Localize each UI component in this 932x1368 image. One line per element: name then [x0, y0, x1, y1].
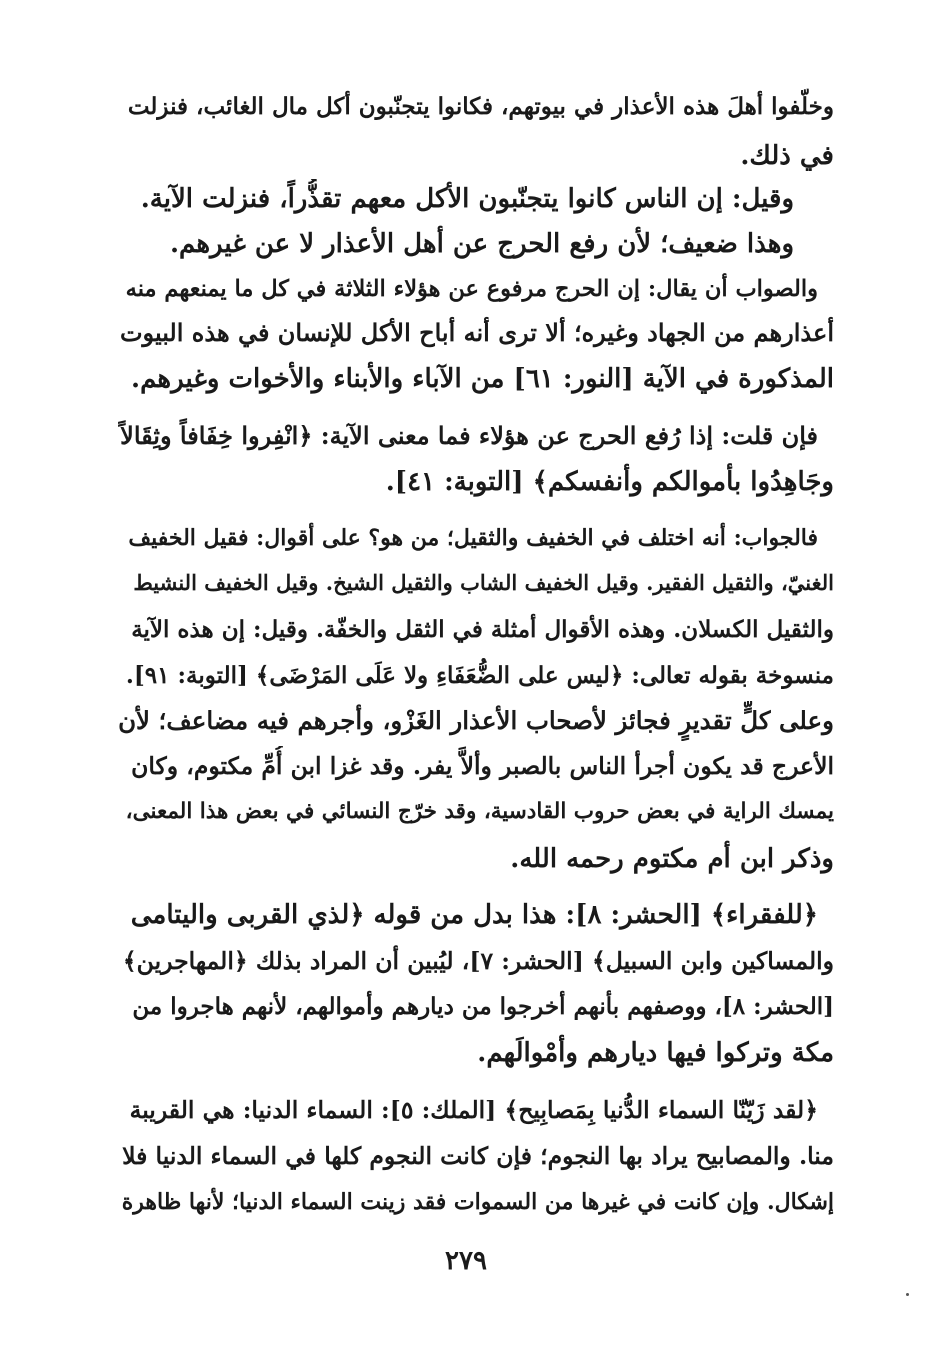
text-line: والثقيل الكسلان. وهذه الأقوال أمثلة في الثقل والخفّة. وقيل: إن هذه الآية — [131, 616, 834, 643]
text-line: والمساكين وابن السبيل﴾ [الحشر: ٧]، ليُبين أن المراد بذلك ﴿المهاجرين﴾ — [122, 947, 834, 975]
text-line: ﴿لقد زَيّنّا السماء الدُّنيا بِمَصابِيح﴾ [الملك: ٥]: السماء الدنيا: هي القريبة — [129, 1096, 818, 1124]
text-line: وذكر ابن أم مكتوم رحمه الله. — [510, 844, 834, 874]
text-line: وقيل: إن الناس كانوا يتجنّبون الأكل معهم تقذُّراً، فنزلت الآية. — [140, 184, 794, 214]
text-line: فالجواب: أنه اختلف في الخفيف والثقيل؛ من هو؟ على أقوال: فقيل الخفيف — [128, 525, 818, 551]
text-line: المذكورة في الآية [النور: ٦١] من الآباء والأبناء والأخوات وغيرهم. — [131, 364, 834, 394]
text-line: ﴿للفقراء﴾ [الحشر: ٨]: هذا بدل من قوله ﴿لذي القربى واليتامى — [130, 900, 818, 930]
text-line: في ذلك. — [740, 141, 834, 171]
text-line: منسوخة بقوله تعالى: ﴿ليس على الضُّعَفَاءِ ولا عَلَى المَرْضَى﴾ [التوبة: ٩١]. — [125, 662, 834, 689]
text-line: فإن قلت: إذا رُفع الحرج عن هؤلاء فما معنى الآية: ﴿انْفِروا خِفَافاً وثِقَالاً — [120, 421, 818, 450]
text-line: وجَاهِدُوا بأموالكم وأنفسكم﴾ [التوبة: ٤١]. — [385, 467, 834, 497]
page-number: ٢٧٩ — [445, 1246, 487, 1276]
text-line: أعذارهم من الجهاد وغيره؛ ألا ترى أنه أباح الأكل للإنسان في هذه البيوت — [119, 318, 834, 347]
text-line: الغنيّ، والثقيل الفقير. وقيل الخفيف الشاب والثقيل الشيخ. وقيل الخفيف النشيط — [133, 570, 834, 595]
text-line: وعلى كلٍّ تقديرٍ فجائز لأصحاب الأعذار الغَزْو، وأجرهم فيه مضاعف؛ لأن — [118, 706, 834, 735]
text-line: وخلّفوا أهلَ هذه الأعذار في بيوتهم، فكانوا يتجنّبون أكل مال الغائب، فنزلت — [127, 93, 834, 120]
text-line: [الحشر: ٨]، ووصفهم بأنهم أخرجوا من ديارهم وأموالهم، لأنهم هاجروا من — [132, 993, 834, 1020]
text-line: منا. والمصابيح يراد بها النجوم؛ فإن كانت النجوم كلها في السماء الدنيا فلا — [122, 1142, 834, 1170]
scan-speck — [906, 1293, 909, 1296]
text-line: الأعرج قد يكون أجرأ الناس بالصبر وألاَّ يفر. وقد غزا ابن أُمِّ مكتوم، وكان — [131, 752, 834, 780]
text-line: والصواب أن يقال: إن الحرج مرفوع عن هؤلاء الثلاثة في كل ما يمنعهم منه — [125, 276, 818, 302]
text-line: يمسك الراية في بعض حروب القادسية، وقد خرّج النسائي في بعض هذا المعنى، — [125, 799, 834, 824]
text-line: مكة وتركوا فيها ديارهم وأمْوالَهم. — [477, 1038, 834, 1068]
text-line: إشكال. وإن كانت في غيرها من السموات فقد زينت السماء الدنيا؛ لأنها ظاهرة — [121, 1189, 834, 1215]
text-line: وهذا ضعيف؛ لأن رفع الحرج عن أهل الأعذار لا عن غيرهم. — [169, 229, 794, 259]
